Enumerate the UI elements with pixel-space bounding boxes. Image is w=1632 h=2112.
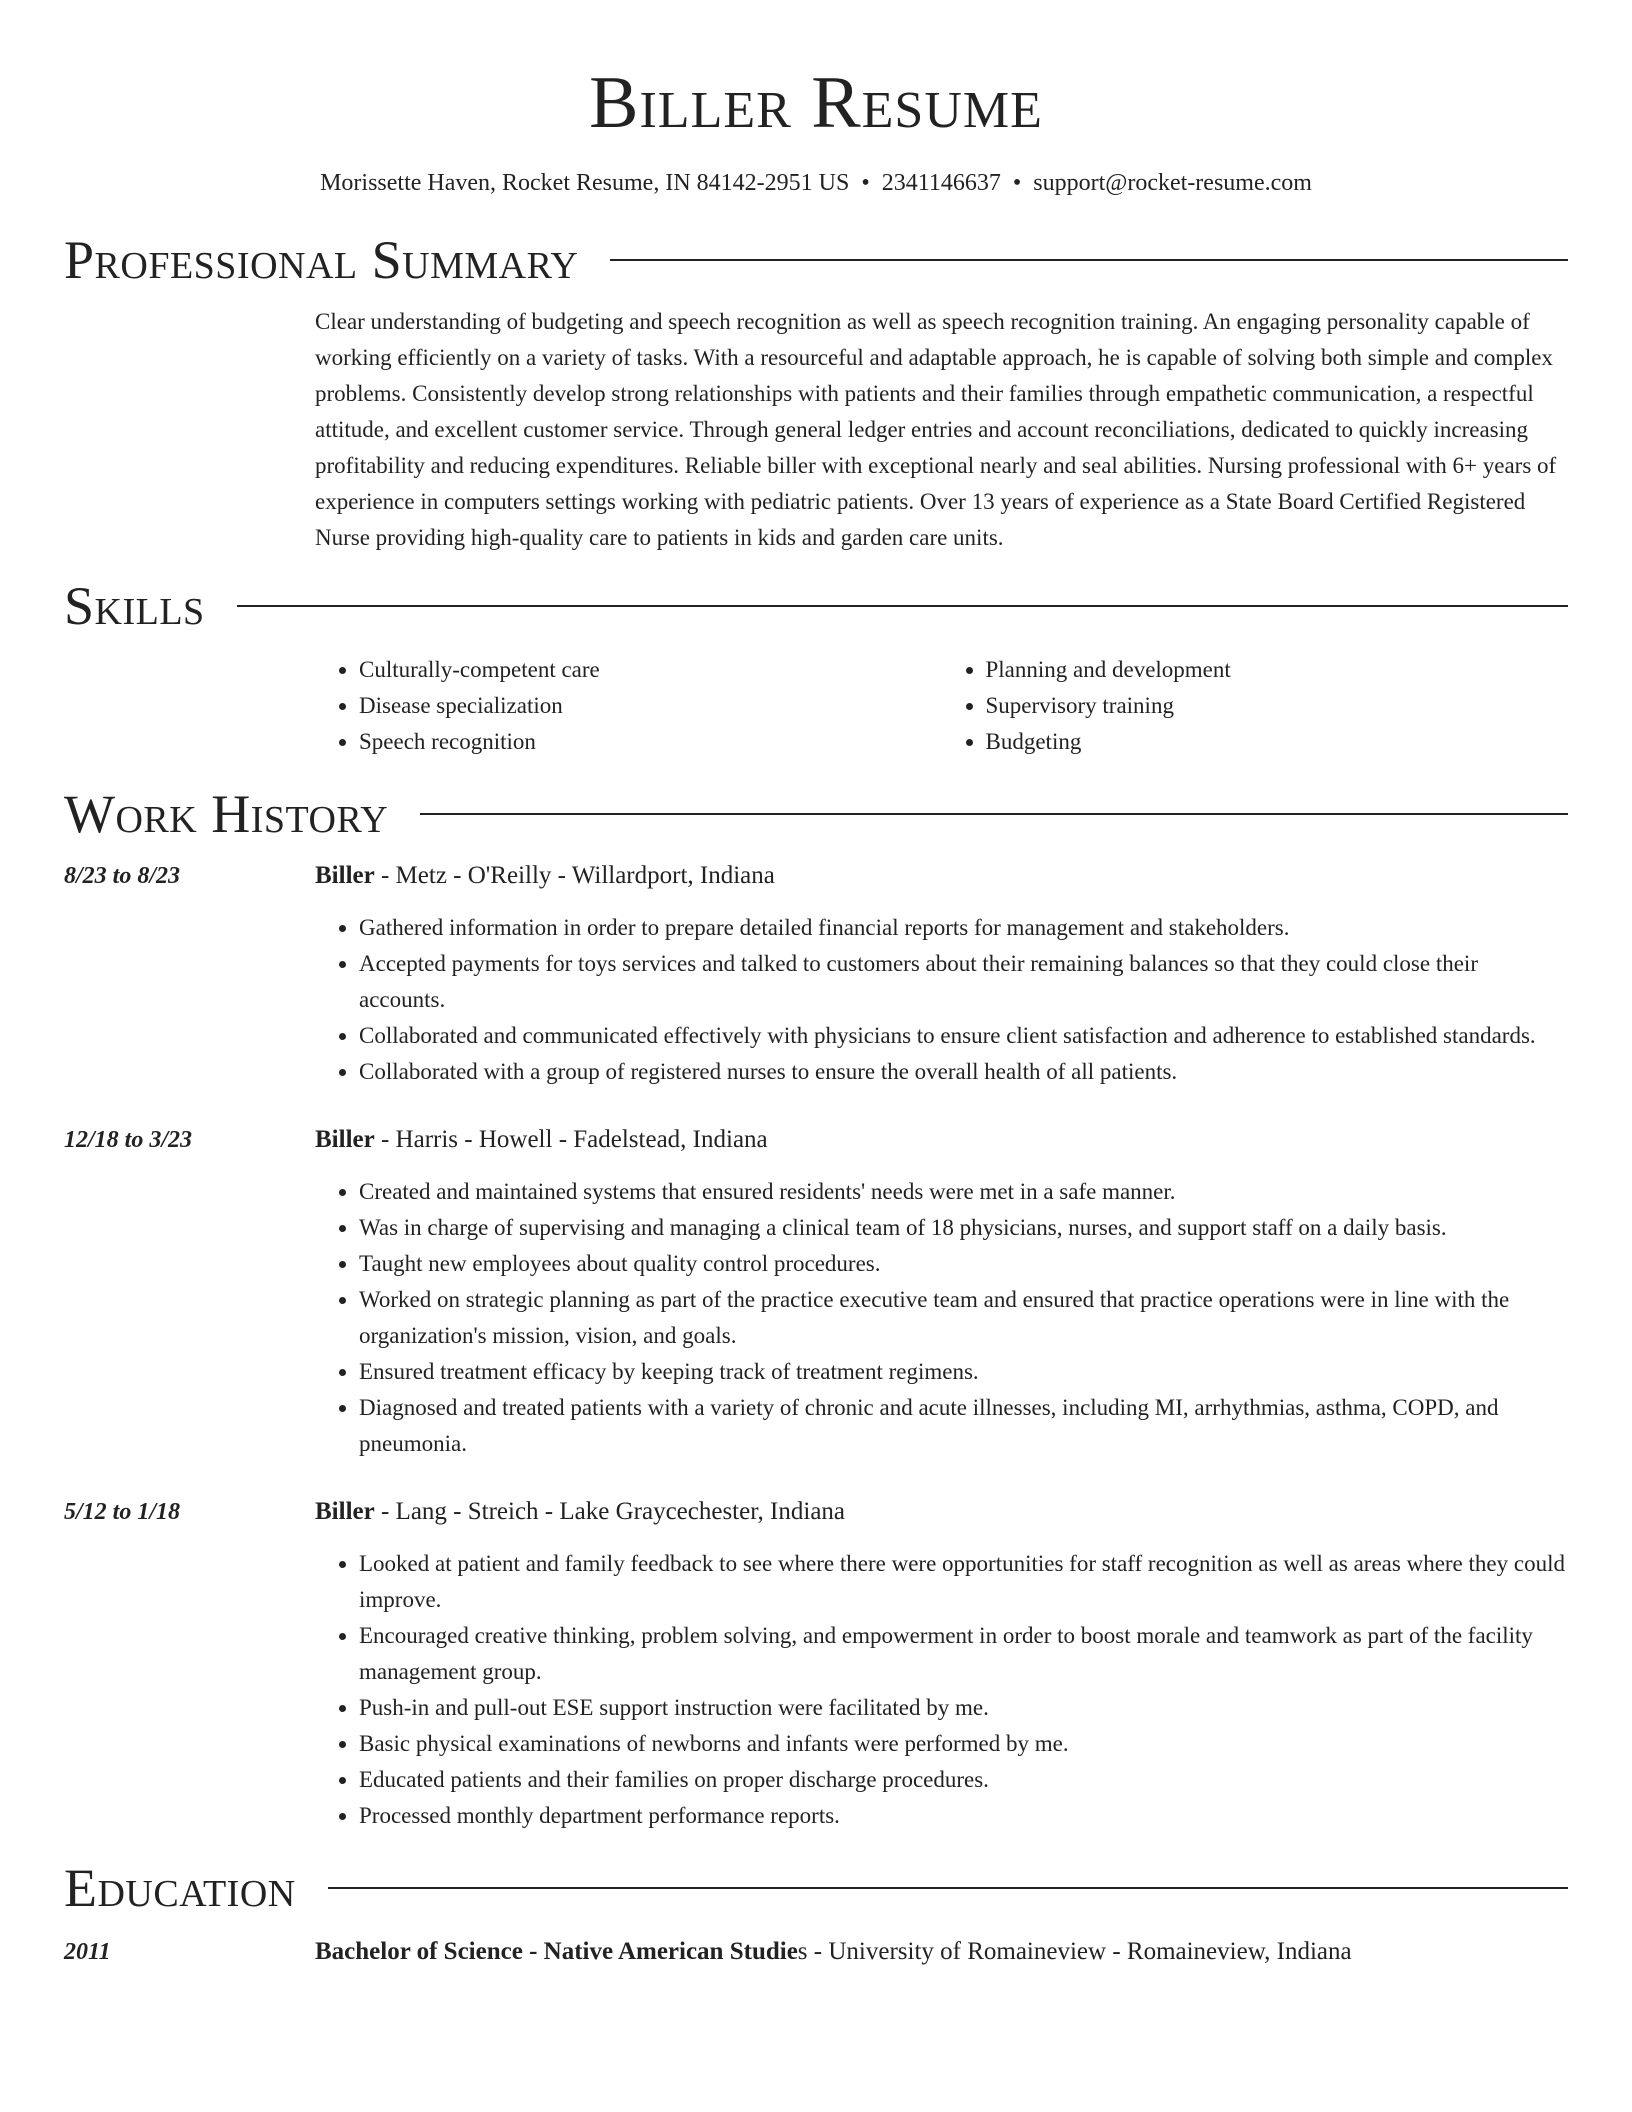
section-divider [420,813,1568,815]
job-dates: 8/23 to 8/23 [64,863,181,889]
job-bullet: • Push-in and pull-out ESE support instruction were facilitated by me. [359,1690,1568,1726]
skill-item: • Culturally-competent care [359,652,942,688]
job-bullet: • Created and maintained systems that ensured residents' needs were met in a safe manner. [359,1174,1568,1210]
job-bullets [315,1174,1568,1462]
job-bullet: • Educated patients and their families on proper discharge procedures. [359,1762,1568,1798]
summary-text: Clear understanding of budgeting and speech recognition as well as speech recognition training. An engaging personality capable of working efficiently on a variety of tasks. With a resourceful and adaptable approach, he is capable of solving both simple and complex problems. Consistently develop strong relationships with patients and their families through empathetic communication, a respectful attitude, and excellent customer service. Through general ledger entries and account reconciliations, dedicated to quickly increasing profitability and reducing expenditures. Reliable biller with exceptional nearly and seal abilities. Nursing professional with 6+ years of experience in computers settings working with pediatric patients. Over 13 years of experience as a State Board Certified Registered Nurse providing high-quality care to patients in kids and garden care units. [315,309,1557,550]
phone: 2341146637 [881,170,1001,196]
job-body [315,1494,1568,1834]
job-entry [64,1494,1568,1834]
job-bullet: • Was in charge of supervising and managing a clinical team of 18 physicians, nurses, and support staff on a daily basis. [359,1210,1568,1246]
education-dates: 2011 [64,1939,111,1965]
job-bullet: • Ensured treatment efficacy by keeping track of treatment regimens. [359,1354,1568,1390]
education-title-line [315,1934,1568,1970]
job-bullet: • Collaborated with a group of registered nurses to ensure the overall health of all patients. [359,1054,1568,1090]
education-entry [64,1934,1568,1970]
section-divider [237,605,1568,607]
skill-item: • Speech recognition [359,724,942,760]
skills-heading: Skills [64,576,205,636]
job-bullet: • Encouraged creative thinking, problem solving, and empowerment in order to boost morale and teamwork as part of the facility management group. [359,1618,1568,1690]
job-bullet: • Accepted payments for toys services and talked to customers about their remaining balances so that they could close their accounts. [359,946,1568,1018]
job-bullet: • Diagnosed and treated patients with a variety of chronic and acute illnesses, including MI, arrhythmias, asthma, COPD, and pneumonia. [359,1390,1568,1462]
job-title-line [315,1494,1568,1530]
job-title-line [315,858,1568,894]
job-bullet: • Processed monthly department performance reports. [359,1798,1568,1834]
summary-section-header [64,228,1568,292]
resume-page [64,0,1568,1970]
job-title: Biller [315,1498,375,1525]
job-entry [64,858,1568,1090]
education-school: s - University of Romaineview - Romaineview, Indiana [797,1938,1352,1965]
resume-title: Biller Resume [589,62,1043,144]
contact-separator: • [861,170,870,196]
education-body [315,1934,1568,1970]
job-title-line [315,1122,1568,1158]
job-employer: - Lang - Streich - Lake Graycechester, Indiana [374,1498,846,1525]
job-bullet: • Taught new employees about quality control procedures. [359,1246,1568,1282]
skills-list [315,652,1568,760]
job-title: Biller [315,862,375,889]
job-bullets [315,1546,1568,1834]
skills-column-right [942,652,1569,760]
education-degree: Bachelor of Science - Native American Studie [315,1938,798,1965]
job-dates: 12/18 to 3/23 [64,1127,193,1153]
contact-separator: • [1012,170,1022,196]
job-employer: - Metz - O'Reilly - Willardport, Indiana [374,862,775,889]
job-entry [64,1122,1568,1462]
skills-column-left [315,652,942,760]
section-divider [328,1887,1568,1889]
job-bullet: • Collaborated and communicated effectively with physicians to ensure client satisfaction and adherence to established standards. [359,1018,1568,1054]
email: support@rocket-resume.com [1033,170,1312,196]
job-bullet: • Basic physical examinations of newborns and infants were performed by me. [359,1726,1568,1762]
job-title: Biller [315,1126,375,1153]
work-heading: Work History [64,784,389,844]
skill-item: • Supervisory training [986,688,1569,724]
work-section-header [64,782,1568,846]
job-body [315,858,1568,1090]
job-bullets [315,910,1568,1090]
education-section-header [64,1856,1568,1920]
summary-heading: Professional Summary [64,230,579,290]
skills-section-header [64,574,1568,638]
job-bullet: • Gathered information in order to prepare detailed financial reports for management and stakeholders. [359,910,1568,946]
job-bullet: • Looked at patient and family feedback to see where there were opportunities for staff recognition as well as areas where they could improve. [359,1546,1568,1618]
job-bullet: • Worked on strategic planning as part of the practice executive team and ensured that practice operations were in line with the organization's mission, vision, and goals. [359,1282,1568,1354]
contact-line [64,168,1568,198]
skill-item: • Planning and development [986,652,1569,688]
skill-item: • Budgeting [986,724,1569,760]
job-dates: 5/12 to 1/18 [64,1499,181,1525]
address: Morissette Haven, Rocket Resume, IN 84142-2951 US [320,170,850,196]
job-body [315,1122,1568,1462]
section-divider [610,259,1568,261]
skill-item: • Disease specialization [359,688,942,724]
education-heading: Education [64,1858,296,1918]
job-employer: - Harris - Howell - Fadelstead, Indiana [374,1126,768,1153]
